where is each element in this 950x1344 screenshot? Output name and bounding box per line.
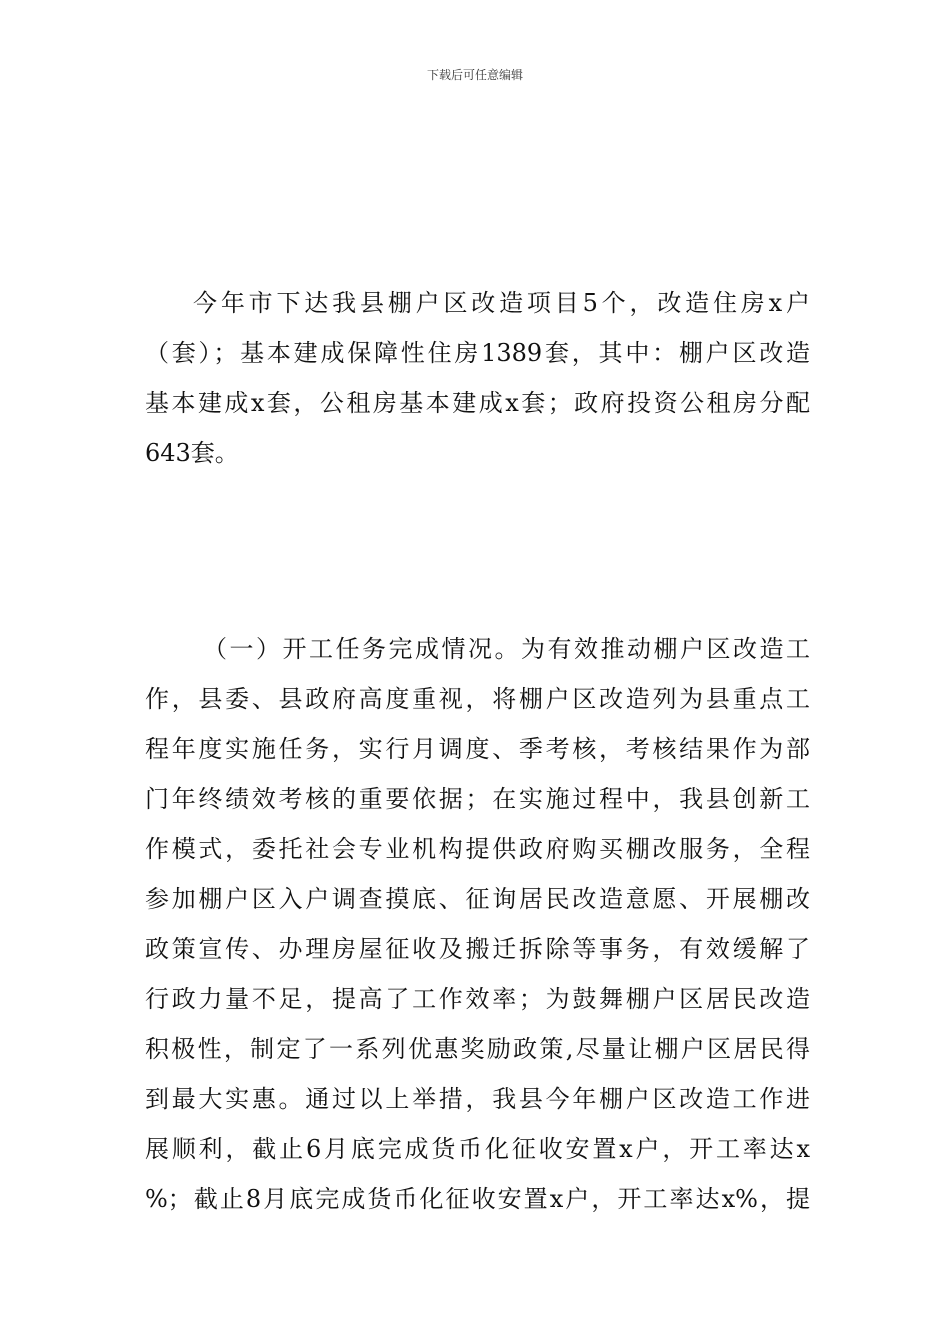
text-line: （一）开工任务完成情况。为有效推动棚户区改造工 — [203, 635, 810, 663]
text-line: 643套。 — [145, 439, 239, 467]
text-line: 作，县委、县政府高度重视，将棚户区改造列为县重点工 — [145, 685, 810, 713]
text-line: 程年度实施任务，实行月调度、季考核，考核结果作为部 — [145, 735, 810, 763]
text-line: 政策宣传、办理房屋征收及搬迁拆除等事务，有效缓解了 — [145, 935, 810, 963]
text-line: 积极性，制定了一系列优惠奖励政策,尽量让棚户区居民得 — [145, 1035, 810, 1063]
text-line: 门年终绩效考核的重要依据；在实施过程中，我县创新工 — [145, 785, 810, 813]
text-line: 行政力量不足，提高了工作效率；为鼓舞棚户区居民改造 — [145, 985, 810, 1013]
text-line: 作模式，委托社会专业机构提供政府购买棚改服务，全程 — [145, 835, 810, 863]
text-line: %；截止8月底完成货币化征收安置x户，开工率达x%，提 — [145, 1185, 810, 1213]
text-line: 基本建成x套，公租房基本建成x套；政府投资公租房分配 — [145, 389, 810, 417]
page-header: 下载后可任意编辑 — [426, 68, 523, 82]
paragraph-construction-progress — [145, 624, 810, 1224]
paragraph-project-summary — [145, 278, 810, 478]
text-line: 展顺利，截止6月底完成货币化征收安置x户，开工率达x — [145, 1135, 810, 1163]
text-line: 到最大实惠。通过以上举措，我县今年棚户区改造工作进 — [145, 1085, 810, 1113]
text-line: （套）；基本建成保障性住房1389套，其中：棚户区改造 — [145, 339, 810, 367]
text-line: 今年市下达我县棚户区改造项目5个，改造住房x户 — [193, 289, 810, 317]
text-line: 参加棚户区入户调查摸底、征询居民改造意愿、开展棚改 — [145, 885, 810, 913]
